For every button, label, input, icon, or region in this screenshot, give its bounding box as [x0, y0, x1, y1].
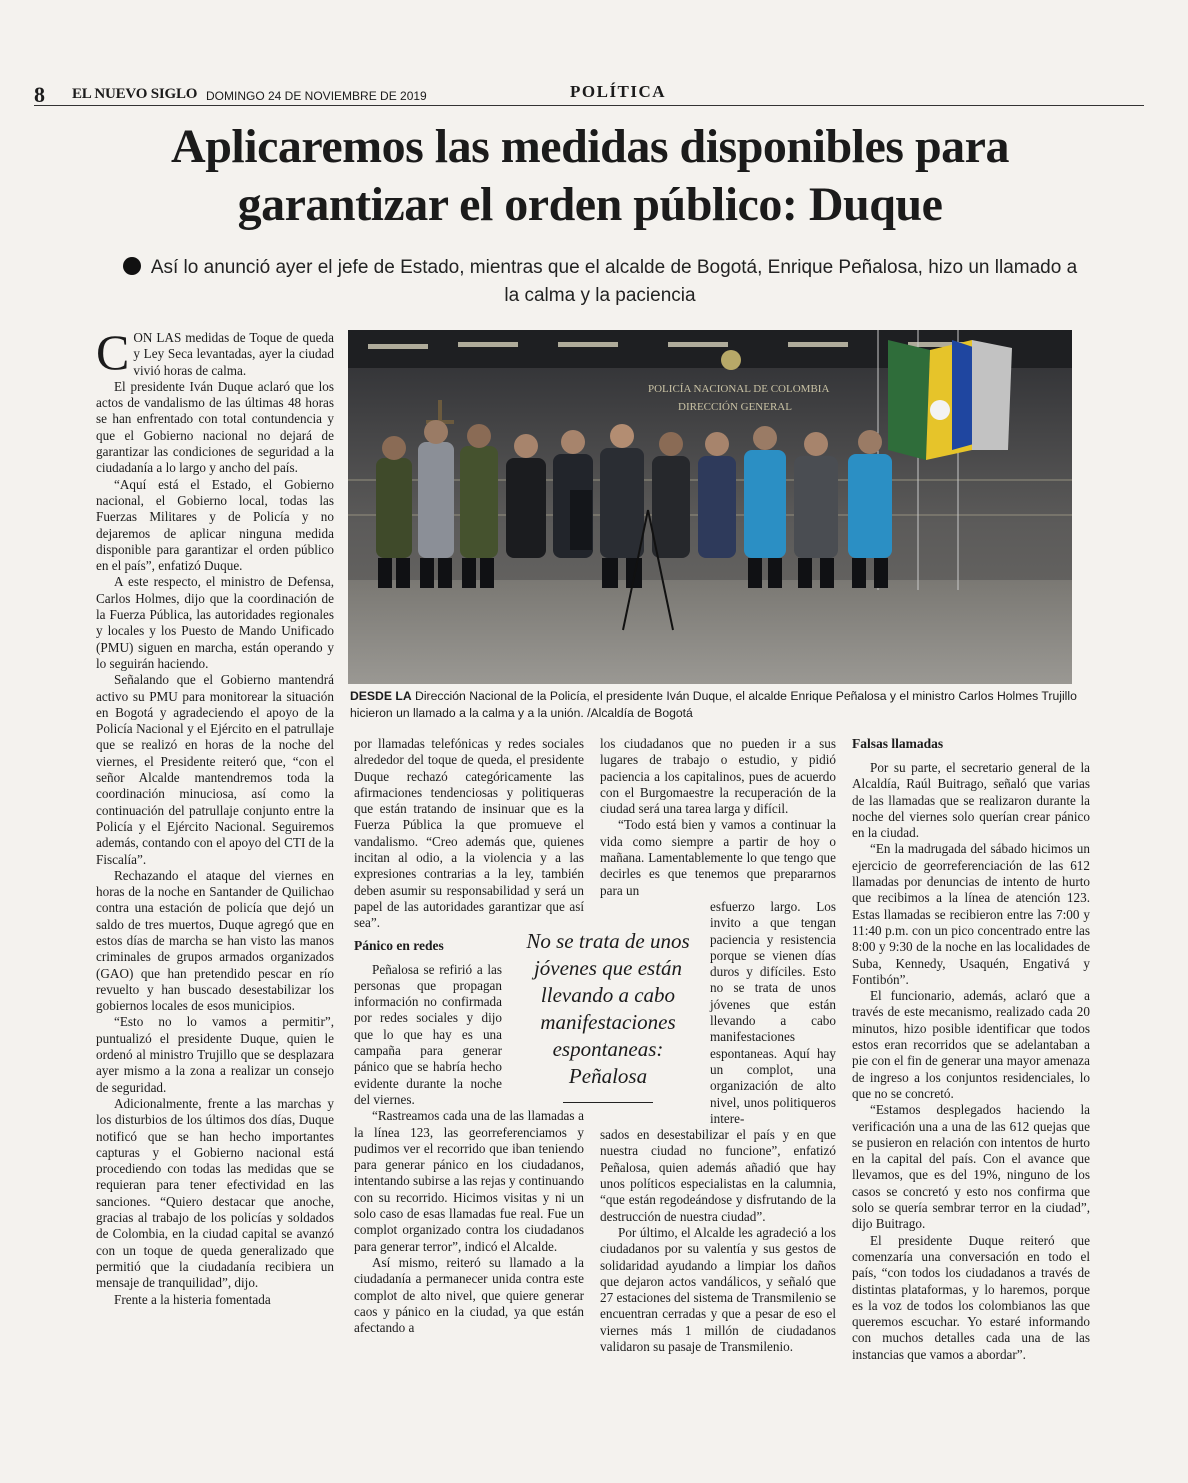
issue-date: DOMINGO 24 DE NOVIEMBRE DE 2019 [206, 89, 427, 103]
paragraph: los ciudadanos que no pueden ir a sus lugares de trabajo o estudio, y pidió paciencia a los capitalinos, pues de acuerdo con el Burgomaestre la recuperación de la ciudad será una tarea larga y difícil. [600, 736, 836, 817]
wall-sign-line-2: DIRECCIÓN GENERAL [678, 401, 792, 413]
paragraph: El funcionario, además, aclaró que a través de este mecanismo, realizado cada 20 minutos, hizo posible identificar que todos estos eran recorridos que se adelantaban a pie con el fin de generar una mayor amenaza de ingreso a los conjuntos residenciales, lo que no se concretó. [852, 988, 1090, 1101]
deck [120, 254, 1080, 310]
paragraph: El presidente Iván Duque aclaró que los actos de vandalismo de las últimas 48 horas se han enfrentado con total contundencia y que el Gobierno nacional no dejará de garantizar las condiciones de seguridad a la ciudadanía a lo largo y ancho del país. [96, 378, 334, 476]
paragraph: sados en desestabilizar el país y en que nuestra ciudad no funcione”, enfatizó Peñalosa, quien además añadió que hay unos políticos especialistas en la calumnia, “que están regodeándose y disfrutando de la destrucción de nuestra ciudad”. [600, 1127, 836, 1224]
bullet-icon [123, 257, 141, 275]
headline: Aplicaremos las medidas disponibles para garantizar el orden público: Duque [171, 120, 1009, 231]
page-header [34, 82, 1144, 106]
column-4 [852, 736, 1090, 1363]
caption-lead: DESDE LA [350, 689, 412, 703]
subhead-falsas-llamadas: Falsas llamadas [852, 736, 944, 751]
subhead-panico: Pánico en redes [354, 937, 444, 953]
paragraph: Así mismo, reiteró su llamado a la ciudadanía a permanecer unida contra este complot de alto nivel, que quiere generar caos y pánico en la ciudad, ya que están afectando a [354, 1254, 584, 1336]
paragraph: El presidente Duque reiteró que comenzaría una conversación en todo el país, “con todos los ciudadanos a través de distintas plataformas, y lo haremos, porque es la voz de todos los colombianos las que queremos escuchar. Yo estaré informando con muchos detalles cada una de las instancias que vamos a abordar”. [852, 1232, 1090, 1362]
paragraph: esfuerzo largo. Los invito a que tengan paciencia y resistencia porque se vienen días duros y difíciles. Esto no se trata de unos jóvenes que están llevando a cabo manifestaciones espontaneas. Aquí hay un complot, una organización de alto nivel, unos politiqueros intere- [710, 898, 836, 1126]
paragraph: Por último, el Alcalde les agradeció a los ciudadanos por su valentía y sus gestos de solidaridad ayudando a limpiar los daños que dejaron actos vandálicos, y señaló que 27 estaciones del sistema de Transmilenio se encuentran cerradas y que a pesar de eso el viernes más 1 millón de ciudadanos validaron su pasaje de Transmilenio. [600, 1224, 836, 1354]
press-conference-photo [348, 330, 1072, 684]
pull-quote [520, 928, 696, 1103]
paragraph: Peñalosa se refirió a las personas que propagan información no confirmada por redes sociales y dijo que lo que hay es una campaña para generar pánico que se habría hecho evidente durante la noche del viernes. [354, 961, 502, 1107]
paragraph: Por su parte, el secretario general de la Alcaldía, Raúl Buitrago, señaló que varias de las llamadas que se realizaron durante la noche del viernes solo querían crear pánico en la ciudad. [852, 760, 1090, 841]
deck-text: Así lo anunció ayer el jefe de Estado, mientras que el alcalde de Bogotá, Enrique Peñalosa, hizo un llamado a la calma y la paciencia [150, 257, 1078, 306]
column-1 [96, 324, 334, 1308]
section-label: POLÍTICA [570, 82, 667, 101]
page-number: 8 [34, 82, 45, 107]
paragraph: “Esto no lo vamos a permitir”, puntualizó el presidente Duque, quien le ordenó al ministro Trujillo que se desplazara ayer mismo a la zona a realizar un consejo de seguridad. [96, 1014, 334, 1095]
paragraph: Rechazando el ataque del viernes en horas de la noche en Santander de Quilichao contra una estación de policía que dejó un saldo de tres muertos, Duque agregó que en estos días de marcha se han visto las manos criminales de grupos armados organizados (GAO) que han pretendido pescar en río revuelto y han buscado desestabilizar los gobiernos locales de esos municipios. [96, 867, 334, 1014]
lead-paragraph: CON LAS medidas de Toque de queda y Ley Seca levantadas, ayer la ciudad vivió horas de calma. [96, 324, 334, 380]
paragraph: por llamadas telefónicas y redes sociales alrededor del toque de queda, el presidente Duque rechazó categóricamente las afirmaciones tendenciosas y politiqueras que están tratando de insinuar que es la Fuerza Pública la que promueve el vandalismo. “Creo además que, quienes incitan al odio, a la violencia y a las expresiones contrarias a la ley, también deben asumir su responsabilidad y será un papel de las autoridades garantizar que así sea”. [354, 736, 584, 931]
wall-sign-line-1: POLICÍA NACIONAL DE COLOMBIA [648, 383, 830, 395]
photo-caption [350, 688, 1090, 722]
header-rule [34, 105, 1144, 106]
pull-quote-rule [563, 1102, 653, 1103]
paragraph: A este respecto, el ministro de Defensa, Carlos Holmes, dijo que la coordinación de la Fuerza Pública, las autoridades regionales y locales y los Puesto de Mando Unificado (PMU) siguen en marcha, están operando y lo seguirán haciendo. [96, 574, 334, 671]
paragraph: “Aquí está el Estado, el Gobierno nacional, el Gobierno local, todas las Fuerzas Militares y de Policía y no dejaremos de aplicar ninguna medida disponible para garantizar el orden público en el país”, enfatizó Duque. [96, 476, 334, 574]
news-photo [348, 330, 1072, 684]
paragraph: Adicionalmente, frente a las marchas y los disturbios de los últimos dos días, Duque notificó que se han hecho importantes capturas y el Gobierno nacional está procediendo con todas las medidas que se requieran para tener efectividad en las sanciones. “Quiero destacar que anoche, gracias al trabajo de los policías y soldados de Colombia, en la ciudad capital se avanzó con un toque de queda generalizado que permitió que la ciudadanía recibiera un mensaje de tranquilidad”, dijo. [96, 1095, 334, 1291]
caption-text: Dirección Nacional de la Policía, el presidente Iván Duque, el alcalde Enrique Peñalosa y el ministro Carlos Holmes Trujillo hicieron un llamado a la calma y a la unión. /Alcaldía de Bogotá [350, 689, 1077, 720]
paragraph: Señalando que el Gobierno mantendrá activo su PMU para monitorear la situación en Bogotá y agradeciendo el apoyo de la Policía Nacional y el Ejército en el patrullaje que se realizó en horas de la noche del viernes, el Presidente reiteró que, “con el señor Alcalde mantendremos toda la coordinación minuciosa, así como la continuación del patrullaje conjunto entre la Policía y el Ejército Nacional. Seguiremos además, contando con el apoyo del CTI de la Fiscalía”. [96, 672, 334, 867]
paragraph: “Estamos desplegados haciendo la verificación una a una de las 612 quejas que se pusieron en relación con intentos de hurto en la capital del país. Con el avance que llevamos, que es del 19%, ninguno de los casos se concretó y esto nos confirma que solo se quería sembrar terror en la ciudad”, dijo Buitrago. [852, 1102, 1090, 1232]
drop-cap: C [96, 324, 130, 380]
paragraph: “Todo está bien y vamos a continuar la vida como siempre a partir de hoy o mañana. Lamentablemente lo que tengo que decirles es que tenemos que prepararnos para un [600, 817, 836, 898]
paragraph: “En la madrugada del sábado hicimos un ejercicio de georreferenciación de las 612 llamadas por denuncias de intento de hurto que recibimos a la línea de atención 123. Estas llamadas se recibieron entre las 7:00 y 11:40 p.m. con un pico concentrado entre las 8:00 y 9:30 de la noche en las localidades de Suba, Kennedy, Usaquén, Engativá y Fontibón”. [852, 841, 1090, 987]
pull-quote-text: No se trata de unos jóvenes que están llevando a cabo manifestaciones espontaneas: Peñalosa [526, 929, 690, 1088]
paragraph: “Rastreamos cada una de las llamadas a la línea 123, las georreferenciamos y pudimos ver el recorrido que iban teniendo para generar pánico en los ciudadanos, intentando subirse a las rejas y continuando con su recorrido. Hicimos visitas y ni un solo caso de esas llamadas fue real. Fue un complot organizado contra los ciudadanos para generar terror”, indicó el Alcalde. [354, 1108, 584, 1254]
newspaper-name: EL NUEVO SIGLO [72, 86, 198, 102]
paragraph: Frente a la histeria fomentada [114, 1291, 271, 1307]
